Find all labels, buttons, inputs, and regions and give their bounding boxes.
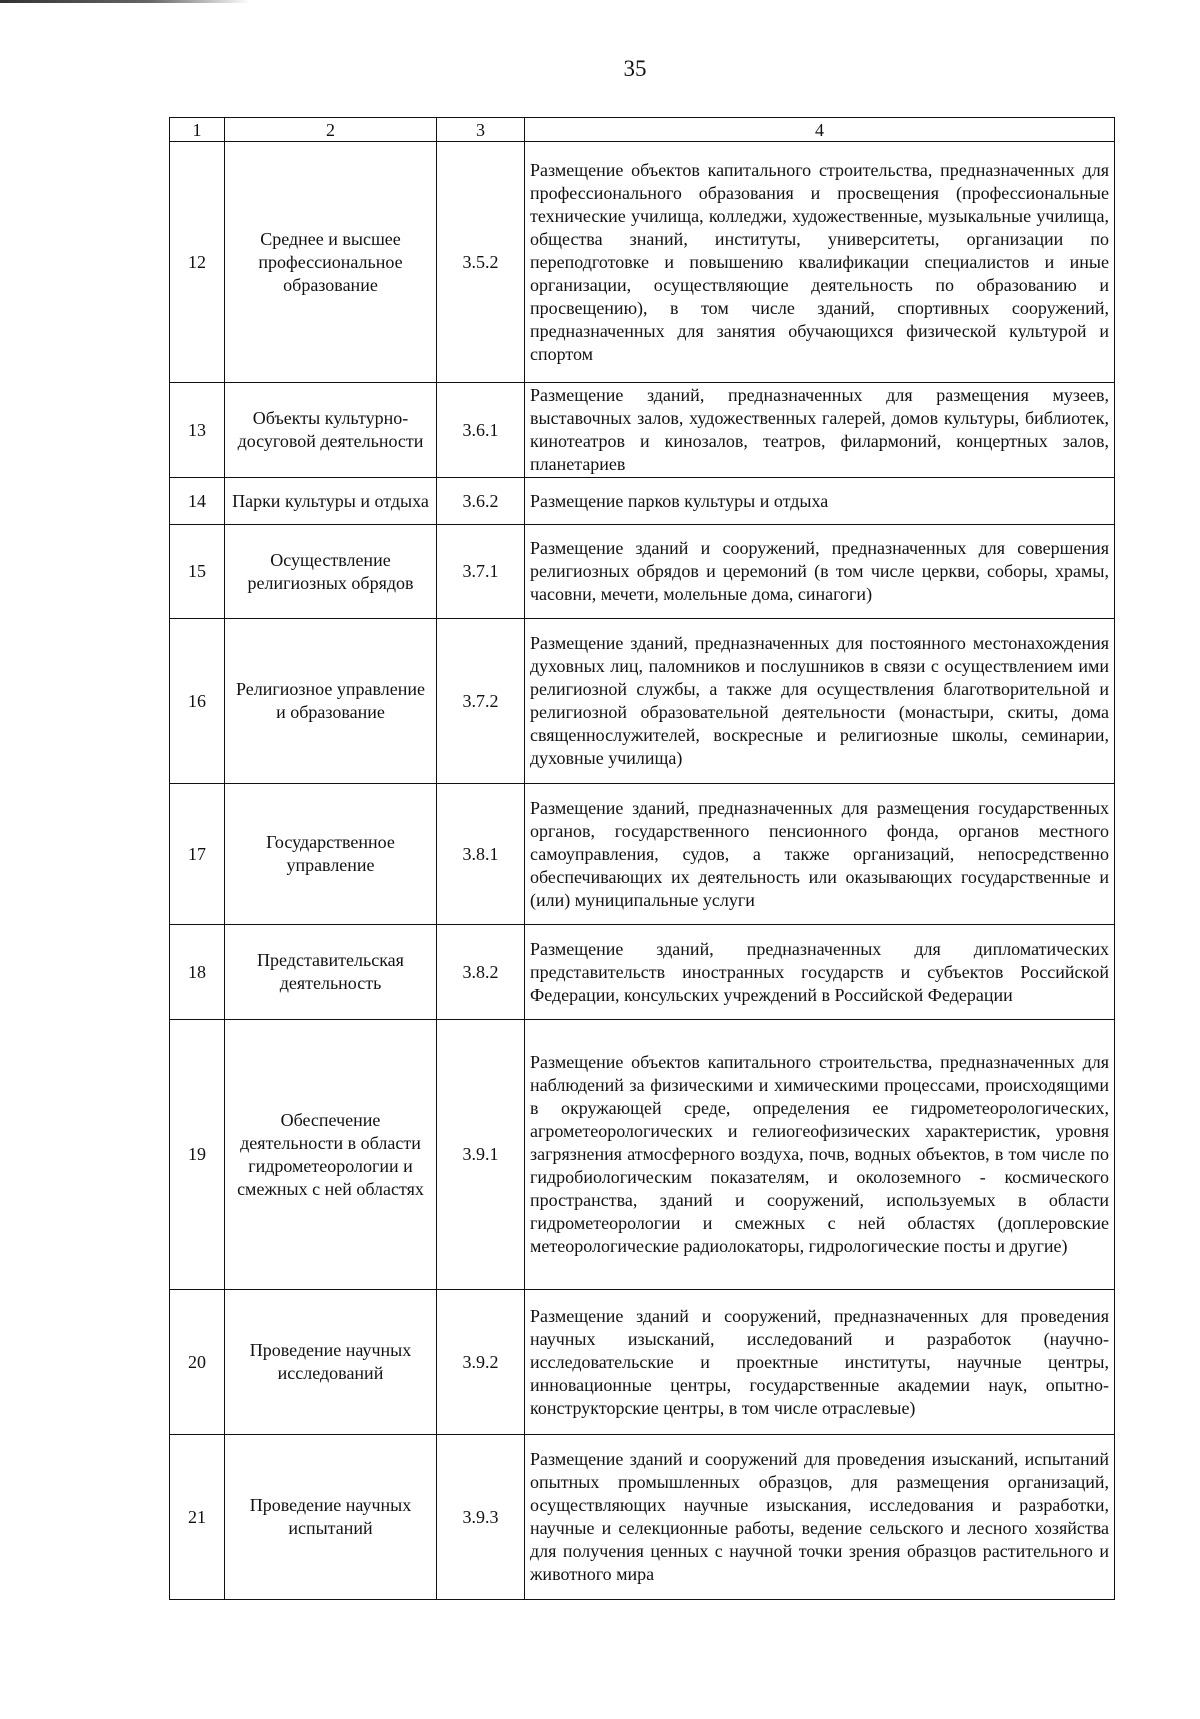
row-code: 3.7.2 [437,619,525,784]
row-description: Размещение объектов капитального строительства, предназначенных для наблюдений за физическими и химическими процессами, происходящими в окружающей среде, определения ее гидрометеорологических, агрометеорологических и гелиогеофизических характеристик, уровня загрязнения атмосферного воздуха, почв, водных объектов, в том числе по гидробиологическим показателям, и околоземного - космического пространства, зданий и сооружений, используемых в области гидрометеорологии и смежных с ней областях (доплеровские метеорологические радиолокаторы, гидрологические посты и другие) [525,1020,1115,1290]
table-row [170,383,1115,478]
scan-edge-mark [0,0,250,3]
header-col-2: 2 [225,118,437,142]
header-col-1: 1 [170,118,225,142]
row-description: Размещение зданий и сооружений, предназначенных для совершения религиозных обрядов и церемоний (в том числе церкви, соборы, храмы, часовни, мечети, молельные дома, синагоги) [525,525,1115,619]
row-number: 16 [170,619,225,784]
table-header-row [170,118,1115,142]
row-code: 3.8.2 [437,925,525,1020]
row-description: Размещение зданий, предназначенных для дипломатических представительств иностранных государств и субъектов Российской Федерации, консульских учреждений в Российской Федерации [525,925,1115,1020]
row-description: Размещение парков культуры и отдыха [525,478,1115,525]
row-name: Государственное управление [225,784,437,925]
row-number: 18 [170,925,225,1020]
row-code: 3.9.1 [437,1020,525,1290]
row-code: 3.6.2 [437,478,525,525]
row-number: 12 [170,142,225,383]
table-row [170,1290,1115,1435]
row-number: 14 [170,478,225,525]
row-code: 3.8.1 [437,784,525,925]
header-col-3: 3 [437,118,525,142]
row-code: 3.6.1 [437,383,525,478]
table-row [170,1020,1115,1290]
table-row [170,525,1115,619]
row-description: Размещение зданий и сооружений для проведения изысканий, испытаний опытных промышленных образцов, для размещения организаций, осуществляющих научные изыскания, исследования и разработки, научные и селекционные работы, ведение сельского и лесного хозяйства для получения ценных с научной точки зрения образцов растительного и животного мира [525,1435,1115,1600]
row-number: 15 [170,525,225,619]
row-name: Среднее и высшее профессиональное образование [225,142,437,383]
row-name: Обеспечение деятельности в области гидрометеорологии и смежных с ней областях [225,1020,437,1290]
row-code: 3.9.2 [437,1290,525,1435]
table-row [170,478,1115,525]
row-number: 21 [170,1435,225,1600]
row-code: 3.7.1 [437,525,525,619]
row-code: 3.5.2 [437,142,525,383]
land-use-table [169,117,1115,1600]
row-description: Размещение зданий, предназначенных для постоянного местонахождения духовных лиц, паломников и послушников в связи с осуществлением ими религиозной службы, а также для осуществления благотворительной и религиозной образовательной деятельности (монастыри, скиты, дома священнослужителей, воскресные и религиозные школы, семинарии, духовные училища) [525,619,1115,784]
table-row [170,1435,1115,1600]
row-name: Проведение научных исследований [225,1290,437,1435]
header-col-4: 4 [525,118,1115,142]
row-description: Размещение зданий и сооружений, предназначенных для проведения научных изысканий, исследований и разработок (научно-исследовательские и проектные институты, научные центры, инновационные центры, государственные академии наук, опытно-конструкторские центры, в том числе отраслевые) [525,1290,1115,1435]
table-row [170,784,1115,925]
row-code: 3.9.3 [437,1435,525,1600]
row-name: Представительская деятельность [225,925,437,1020]
row-number: 20 [170,1290,225,1435]
table-row [170,925,1115,1020]
row-number: 19 [170,1020,225,1290]
table-row [170,142,1115,383]
row-description: Размещение зданий, предназначенных для размещения музеев, выставочных залов, художественных галерей, домов культуры, библиотек, кинотеатров и кинозалов, театров, филармоний, концертных залов, планетариев [525,383,1115,478]
row-number: 13 [170,383,225,478]
row-name: Парки культуры и отдыха [225,478,437,525]
row-number: 17 [170,784,225,925]
row-name: Религиозное управление и образование [225,619,437,784]
row-name: Объекты культурно-досуговой деятельности [225,383,437,478]
row-description: Размещение зданий, предназначенных для размещения государственных органов, государственного пенсионного фонда, органов местного самоуправления, судов, а также организаций, непосредственно обеспечивающих их деятельность или оказывающих государственные и (или) муниципальные услуги [525,784,1115,925]
row-description: Размещение объектов капитального строительства, предназначенных для профессионального образования и просвещения (профессиональные технические училища, колледжи, художественные, музыкальные училища, общества знаний, институты, университеты, организации по переподготовке и повышению квалификации специалистов и иные организации, осуществляющие деятельность по образованию и просвещению), в том числе зданий, спортивных сооружений, предназначенных для занятия обучающихся физической культурой и спортом [525,142,1115,383]
row-name: Проведение научных испытаний [225,1435,437,1600]
table-row [170,619,1115,784]
row-name: Осуществление религиозных обрядов [225,525,437,619]
page-number: 35 [623,56,647,81]
